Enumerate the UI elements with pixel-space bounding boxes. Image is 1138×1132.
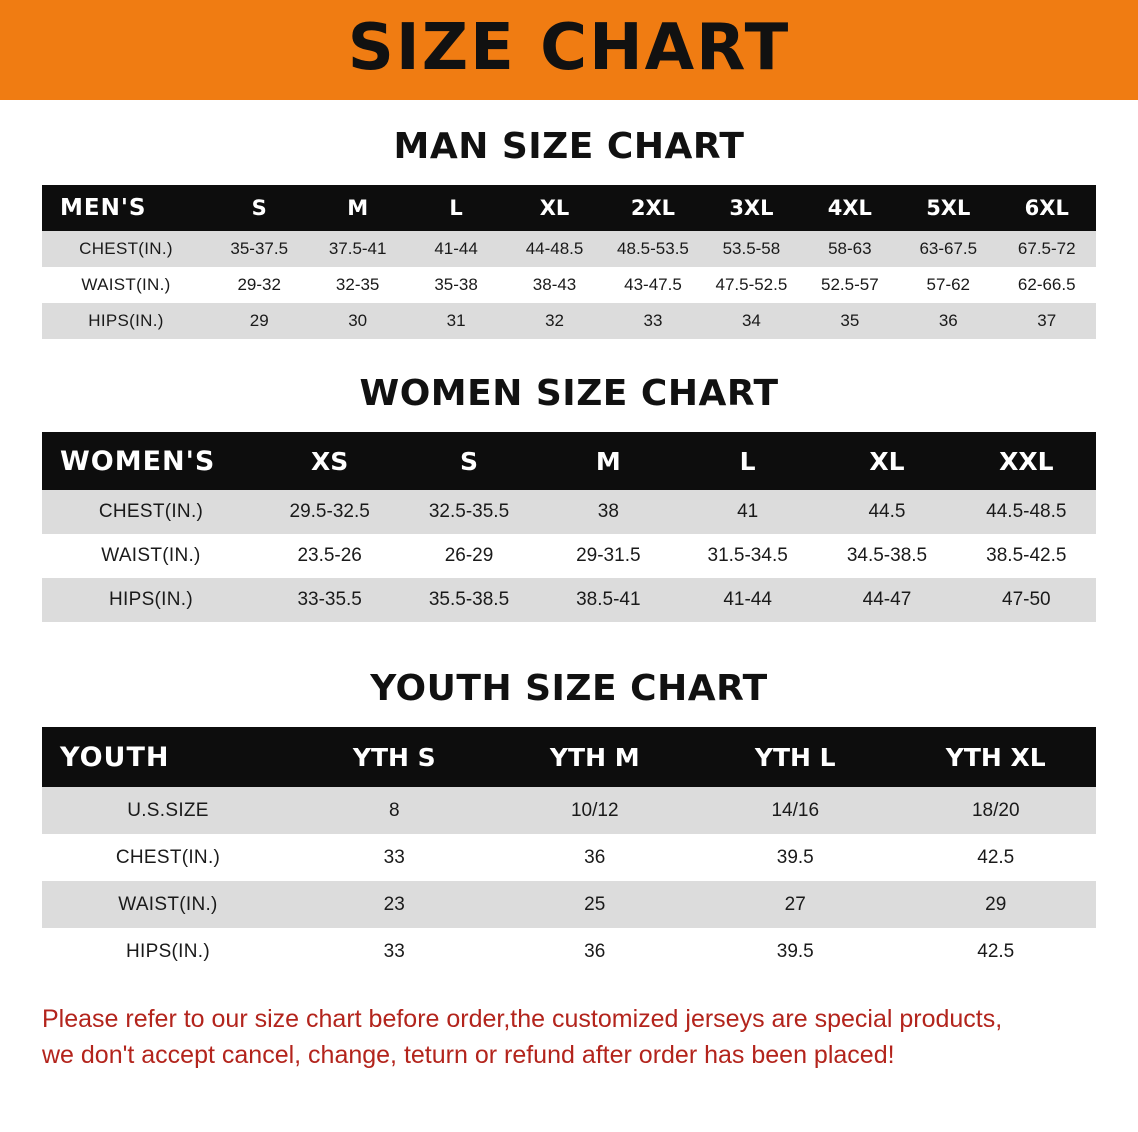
youth-header-cell: YTH S	[294, 727, 495, 787]
men-cell: 48.5-53.5	[604, 231, 702, 267]
men-cell: 35	[801, 303, 899, 339]
women-cell: 29-31.5	[539, 534, 678, 578]
youth-cell: 42.5	[896, 928, 1097, 975]
women-cell: 44-47	[817, 578, 956, 622]
men-cell: 31	[407, 303, 505, 339]
women-header-cell: S	[399, 432, 538, 490]
women-cell: 44.5-48.5	[957, 490, 1096, 534]
women-cell: 38.5-42.5	[957, 534, 1096, 578]
youth-cell: 33	[294, 834, 495, 881]
men-cell: 53.5-58	[702, 231, 800, 267]
women-cell: 33-35.5	[260, 578, 399, 622]
men-header-cell: S	[210, 185, 308, 231]
women-section-heading: WOMEN SIZE CHART	[359, 373, 779, 414]
men-cell: 33	[604, 303, 702, 339]
disclaimer-note	[42, 1001, 1096, 1074]
women-cell: 38	[539, 490, 678, 534]
men-cell: 47.5-52.5	[702, 267, 800, 303]
men-header-cell: XL	[505, 185, 603, 231]
women-cell: 31.5-34.5	[678, 534, 817, 578]
men-section-heading: MAN SIZE CHART	[393, 126, 745, 167]
men-cell: 57-62	[899, 267, 997, 303]
youth-header-cell: YTH L	[695, 727, 896, 787]
youth-cell: 8	[294, 787, 495, 834]
men-size-table	[42, 185, 1096, 339]
table-row	[42, 303, 1096, 339]
youth-cell: 42.5	[896, 834, 1097, 881]
youth-cell: 33	[294, 928, 495, 975]
men-cell: 63-67.5	[899, 231, 997, 267]
men-cell: 29-32	[210, 267, 308, 303]
table-row	[42, 787, 1096, 834]
women-cell: 38.5-41	[539, 578, 678, 622]
table-row	[42, 231, 1096, 267]
disclaimer-line-2: we don't accept cancel, change, teturn or refund after order has been placed!	[42, 1041, 895, 1070]
men-cell: 37.5-41	[308, 231, 406, 267]
youth-cell: 25	[495, 881, 696, 928]
men-row-label: CHEST(IN.)	[42, 231, 210, 267]
men-row-label: WAIST(IN.)	[42, 267, 210, 303]
table-row	[42, 578, 1096, 622]
men-header-cell: 4XL	[801, 185, 899, 231]
table-row	[42, 534, 1096, 578]
table-row	[42, 881, 1096, 928]
youth-row-label: U.S.SIZE	[42, 787, 294, 834]
youth-cell: 39.5	[695, 928, 896, 975]
youth-cell: 23	[294, 881, 495, 928]
men-cell: 32-35	[308, 267, 406, 303]
youth-cell: 10/12	[495, 787, 696, 834]
men-cell: 29	[210, 303, 308, 339]
women-header-cell: M	[539, 432, 678, 490]
youth-cell: 36	[495, 928, 696, 975]
men-cell: 36	[899, 303, 997, 339]
youth-header-cell: YOUTH	[42, 727, 294, 787]
youth-section-heading: YOUTH SIZE CHART	[370, 668, 768, 709]
table-row	[42, 928, 1096, 975]
youth-cell: 18/20	[896, 787, 1097, 834]
youth-cell: 36	[495, 834, 696, 881]
men-cell: 67.5-72	[998, 231, 1097, 267]
women-cell: 41-44	[678, 578, 817, 622]
women-cell: 23.5-26	[260, 534, 399, 578]
women-size-table-wrapper	[42, 432, 1096, 622]
men-cell: 44-48.5	[505, 231, 603, 267]
youth-header-cell: YTH XL	[896, 727, 1097, 787]
women-cell: 44.5	[817, 490, 956, 534]
page-title: SIZE CHART	[347, 11, 791, 85]
men-header-cell: M	[308, 185, 406, 231]
youth-row-label: HIPS(IN.)	[42, 928, 294, 975]
men-cell: 38-43	[505, 267, 603, 303]
men-cell: 35-38	[407, 267, 505, 303]
men-header-cell: 3XL	[702, 185, 800, 231]
women-header-cell: XS	[260, 432, 399, 490]
youth-table-header-row	[42, 727, 1096, 787]
youth-row-label: WAIST(IN.)	[42, 881, 294, 928]
youth-cell: 39.5	[695, 834, 896, 881]
men-size-table-wrapper	[42, 185, 1096, 339]
women-cell: 35.5-38.5	[399, 578, 538, 622]
women-header-cell: XL	[817, 432, 956, 490]
women-size-table	[42, 432, 1096, 622]
men-header-cell: 6XL	[998, 185, 1097, 231]
page-banner	[0, 0, 1138, 100]
youth-size-table-wrapper	[42, 727, 1096, 975]
women-row-label: HIPS(IN.)	[42, 578, 260, 622]
men-header-cell: L	[407, 185, 505, 231]
men-header-cell: MEN'S	[42, 185, 210, 231]
women-header-cell: WOMEN'S	[42, 432, 260, 490]
youth-cell: 14/16	[695, 787, 896, 834]
youth-cell: 29	[896, 881, 1097, 928]
youth-header-cell: YTH M	[495, 727, 696, 787]
men-table-header-row	[42, 185, 1096, 231]
table-row	[42, 834, 1096, 881]
men-cell: 43-47.5	[604, 267, 702, 303]
women-cell: 32.5-35.5	[399, 490, 538, 534]
men-row-label: HIPS(IN.)	[42, 303, 210, 339]
women-cell: 47-50	[957, 578, 1096, 622]
men-cell: 62-66.5	[998, 267, 1097, 303]
women-row-label: CHEST(IN.)	[42, 490, 260, 534]
men-cell: 30	[308, 303, 406, 339]
women-row-label: WAIST(IN.)	[42, 534, 260, 578]
women-header-cell: XXL	[957, 432, 1096, 490]
women-table-header-row	[42, 432, 1096, 490]
women-cell: 41	[678, 490, 817, 534]
men-cell: 34	[702, 303, 800, 339]
table-row	[42, 490, 1096, 534]
men-cell: 41-44	[407, 231, 505, 267]
men-cell: 52.5-57	[801, 267, 899, 303]
men-cell: 37	[998, 303, 1097, 339]
men-header-cell: 5XL	[899, 185, 997, 231]
youth-cell: 27	[695, 881, 896, 928]
men-header-cell: 2XL	[604, 185, 702, 231]
men-cell: 35-37.5	[210, 231, 308, 267]
youth-size-table	[42, 727, 1096, 975]
women-cell: 29.5-32.5	[260, 490, 399, 534]
disclaimer-line-1: Please refer to our size chart before order,the customized jerseys are special products,	[42, 1005, 1003, 1033]
women-cell: 26-29	[399, 534, 538, 578]
men-cell: 58-63	[801, 231, 899, 267]
youth-row-label: CHEST(IN.)	[42, 834, 294, 881]
women-cell: 34.5-38.5	[817, 534, 956, 578]
women-header-cell: L	[678, 432, 817, 490]
men-cell: 32	[505, 303, 603, 339]
table-row	[42, 267, 1096, 303]
